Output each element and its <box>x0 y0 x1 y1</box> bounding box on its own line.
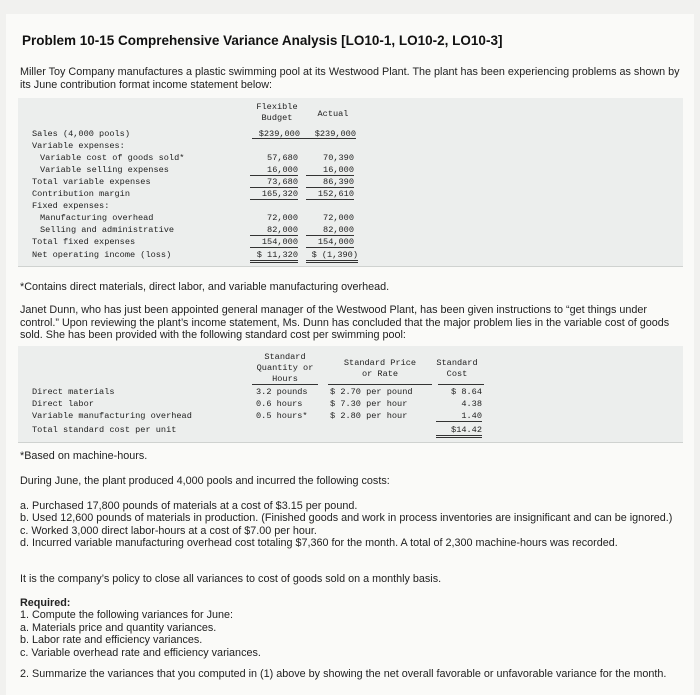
required-sub-b: b. Labor rate and efficiency variances. <box>20 634 203 647</box>
row-selling-admin-label: Selling and administrative <box>40 225 175 235</box>
required-item-1: 1. Compute the following variances for June: <box>20 609 234 622</box>
std-total-value: $14.42 <box>436 425 482 438</box>
std-total-label: Total standard cost per unit <box>32 425 177 435</box>
row-selling-admin-flex: 82,000 <box>250 225 298 236</box>
row-var-selling-label: Variable selling expenses <box>40 165 169 175</box>
row-sales-label: Sales (4,000 pools) <box>32 129 130 139</box>
row-noi-flex: $ 11,320 <box>250 250 298 263</box>
cost-item-c: c. Worked 3,000 direct labor-hours at a cost of $7.00 per hour. <box>20 524 317 537</box>
row-selling-admin-actual: 82,000 <box>306 225 354 236</box>
std-row-overhead-cost: 1.40 <box>436 411 482 422</box>
row-total-fixed-actual: 154,000 <box>306 237 354 248</box>
std-row-materials-label: Direct materials <box>32 387 115 397</box>
income-statement-table <box>18 98 683 267</box>
cost-item-d: d. Incurred variable manufacturing overhead cost totaling $7,360 for the month. A total of 2,300 machine-hours was recorded. <box>20 537 618 550</box>
col-header-std-price: Standard Price or Rate <box>343 358 417 379</box>
cost-list <box>20 500 680 550</box>
std-row-labor-qty: 0.6 hours <box>256 399 303 409</box>
row-contribution-label: Contribution margin <box>32 189 130 199</box>
row-contribution-actual: 152,610 <box>306 189 354 200</box>
row-var-cogs-flex: 57,680 <box>267 153 298 163</box>
paragraph-janet-dunn: Janet Dunn, who has just been appointed general manager of the Westwood Plant, has been given instructions to “get things under control.” Upon reviewing the plant’s income statement, Ms. Dunn has concluded that the major problem lies in the variable cost of goods sold. She has been provided with the following standard cost per swimming pool: <box>20 304 670 342</box>
row-var-cogs-actual: 70,390 <box>323 153 354 163</box>
row-contribution-flex: 165,320 <box>250 189 298 200</box>
required-item-2: 2. Summarize the variances that you computed in (1) above by showing the net overall favorable or unfavorable variance for the month. <box>20 668 667 681</box>
row-fixed-expenses-label: Fixed expenses: <box>32 201 110 211</box>
row-var-cogs-label: Variable cost of goods sold* <box>40 153 185 163</box>
intro-paragraph: Miller Toy Company manufactures a plastic swimming pool at its Westwood Plant. The plant has been experiencing problems as shown by its June contribution format income statement below: <box>20 66 680 91</box>
std-row-overhead-qty: 0.5 hours* <box>256 411 308 421</box>
std-row-labor-cost: 4.38 <box>461 399 482 409</box>
row-total-fixed-flex: 154,000 <box>250 237 298 248</box>
col-header-std-qty: Standard Quantity or Hours <box>256 352 314 384</box>
paragraph-june-costs: During June, the plant produced 4,000 pools and incurred the following costs: <box>20 475 390 487</box>
std-row-overhead-price: $ 2.80 per hour <box>330 411 408 421</box>
std-row-materials-qty: 3.2 pounds <box>256 387 308 397</box>
std-row-overhead-label: Variable manufacturing overhead <box>32 411 192 421</box>
required-sub-a: a. Materials price and quantity variances. <box>20 621 217 634</box>
row-variable-expenses-label: Variable expenses: <box>32 141 125 151</box>
row-total-variable-actual: 86,390 <box>306 177 354 188</box>
footnote-machine-hours: *Based on machine-hours. <box>20 450 148 462</box>
col-header-std-cost: Standard Cost <box>436 358 478 379</box>
footnote-contains: *Contains direct materials, direct labor, and variable manufacturing overhead. <box>20 281 390 293</box>
row-total-fixed-label: Total fixed expenses <box>32 237 136 247</box>
row-sales-flex: $239,000 <box>258 129 300 139</box>
cost-item-b: b. Used 12,600 pounds of materials in production. (Finished goods and work in process inventories are insignificant and can be ignored.) <box>20 512 673 525</box>
std-row-labor-label: Direct labor <box>32 399 94 409</box>
row-var-selling-actual: 16,000 <box>306 165 354 176</box>
std-row-labor-price: $ 7.30 per hour <box>330 399 408 409</box>
row-noi-label: Net operating income (loss) <box>32 250 172 260</box>
std-row-materials-price: $ 2.70 per pound <box>330 387 413 397</box>
std-row-materials-cost: $ 8.64 <box>451 387 482 397</box>
cost-item-a: a. Purchased 17,800 pounds of materials at a cost of $3.15 per pound. <box>20 500 358 512</box>
problem-title: Problem 10-15 Comprehensive Variance Analysis [LO10-1, LO10-2, LO10-3] <box>22 33 503 48</box>
row-total-variable-flex: 73,680 <box>250 177 298 188</box>
required-section <box>20 597 685 680</box>
row-var-selling-flex: 16,000 <box>250 165 298 176</box>
row-noi-actual: $ (1,390) <box>306 250 358 263</box>
required-heading: Required: <box>20 597 71 609</box>
required-sub-c: c. Variable overhead rate and efficiency variances. <box>20 646 261 659</box>
row-mfg-overhead-flex: 72,000 <box>267 213 298 223</box>
row-mfg-overhead-actual: 72,000 <box>323 213 354 223</box>
paragraph-policy: It is the company’s policy to close all variances to cost of goods sold on a monthly basis. <box>20 573 442 585</box>
row-total-variable-label: Total variable expenses <box>32 177 151 187</box>
col-header-actual: Actual <box>317 109 349 119</box>
row-sales-actual: $239,000 <box>314 129 356 139</box>
row-mfg-overhead-label: Manufacturing overhead <box>40 213 154 223</box>
standard-cost-table <box>18 346 683 443</box>
col-header-flexible-budget: Flexible Budget <box>256 102 298 123</box>
